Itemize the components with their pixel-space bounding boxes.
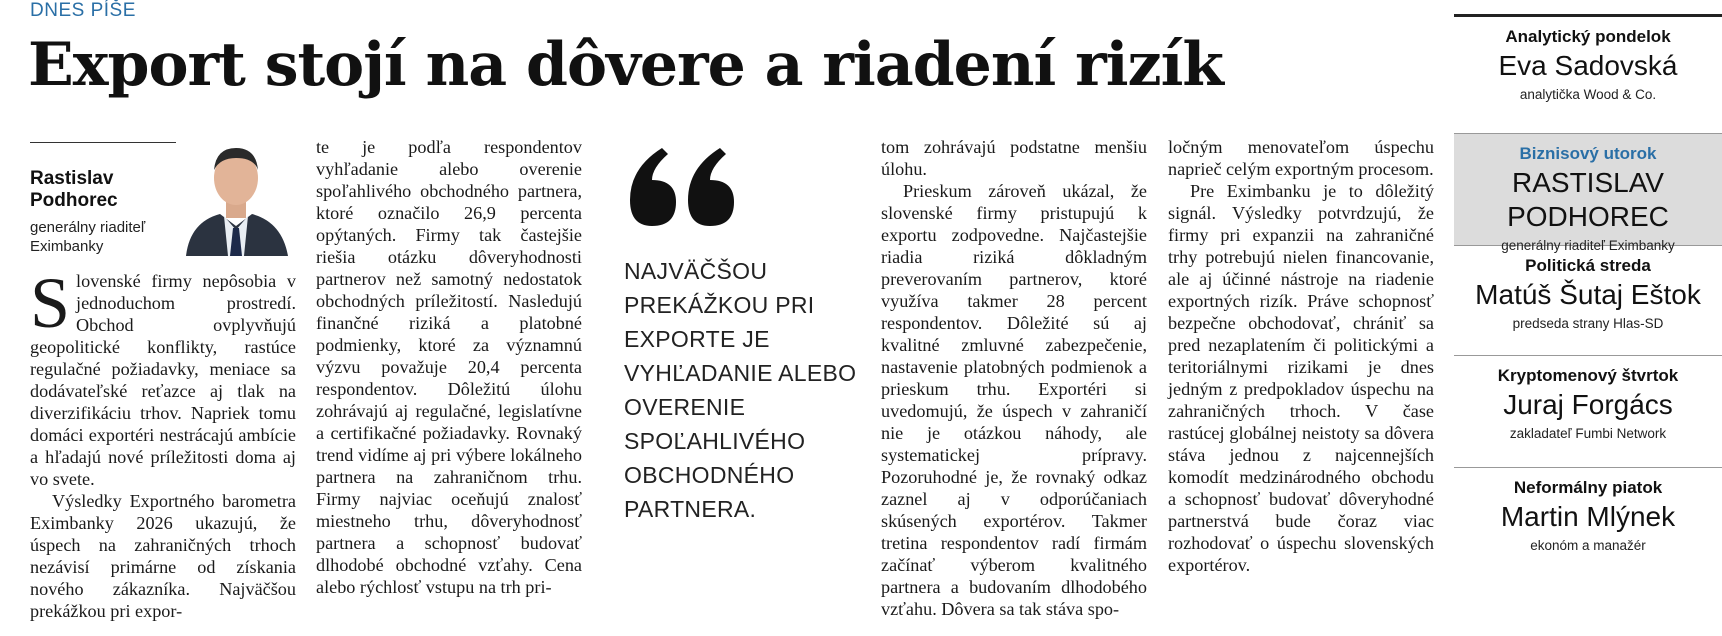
sidebar-columnist-role: zakladateľ Fumbi Network <box>1509 426 1667 441</box>
sidebar-item-thursday <box>1454 356 1722 468</box>
sidebar-columnist-name: Matúš Šutaj Eštok <box>1475 279 1701 310</box>
sidebar-columnist-name: Eva Sadovská <box>1498 50 1678 81</box>
author-photo <box>176 126 296 256</box>
column-1-paragraph-2: Výsledky Exportného barometra Eximbanky 2026 ukazujú, že úspech na zahraničných trhoch nezávisí primárne od získania nového zákazníka. Najväčšou prekážkou pri expor- <box>30 491 296 621</box>
sidebar-item-monday <box>1454 17 1722 134</box>
article-headline: Export stojí na dôvere a riadení rizík <box>28 30 1223 100</box>
pull-quote: NAJVÄČŠOU PREKÁŽKOU PRI EXPORTE JE VYHĽADANIE ALEBO OVERENIE SPOĽAHLIVÉHO OBCHODNÉHO PARTNERA. <box>624 258 857 522</box>
sidebar-day: Analytický pondelok <box>1505 27 1671 46</box>
sidebar-columnist-name: RASTISLAV PODHOREC <box>1507 167 1669 232</box>
quote-mark-icon <box>622 140 742 230</box>
column-4-paragraph-2: Pre Eximbanku je to dôležitý signál. Výsledky potvrdzujú, že firmy pri expanzii na zahraničné trhy potrebujú nielen financovanie, ale aj účinné nástroje na riadenie exportných rizík. Práve schopnosť bezpečne obchodovať, chrániť sa pred nezaplatením či politickými a teritoriálnymi rizikami je dnes jedným z predpokladov úspechu na zahraničných trhoch. V čase rastúcej globálnej neistoty sa dôvera stáva jednou z najcennejších komodít medzinárodného obchodu a schopnosť budovať dôveryhodné partnerstvá bude čoraz viac rozhodovať o úspechu slovenských exportérov. <box>1168 181 1434 575</box>
article-column-2 <box>316 136 582 598</box>
article-column-3 <box>881 136 1147 620</box>
author-name: Rastislav Podhorec <box>30 168 118 211</box>
author-byline <box>30 168 200 256</box>
author-role-line2: Eximbanky <box>30 238 104 255</box>
article-column-4 <box>1168 136 1434 576</box>
sidebar-item-friday <box>1454 468 1722 580</box>
column-3-paragraph-2: Prieskum zároveň ukázal, že slovenské firmy pristupujú k exportu zodpovedne. Najčastejšie riadia riziká dôkladným preverovaním partnerov, ktoré využíva takmer 28 percent respondentov. Dôležité sú aj kvalitné zmluvné zabezpečenie, nastavenie platobných podmienok a prieskum trhu. Exportéri si uvedomujú, že úspech v zahraničí nie je otázkou náhody, ale systematickej prípravy. Pozoruhodné je, že rovnaký odkaz zaznel aj v odporúčaniach skúsených exportérov. Takmer tretina respondentov radí firmám začínať výberom kvalitného partnera a budovaním dlhodobého vzťahu. Dôvera sa tak stáva spo- <box>881 181 1147 619</box>
column-4-paragraph-1: ločným menovateľom úspechu naprieč celým exportným procesom. <box>1168 137 1434 179</box>
drop-cap: S <box>30 263 71 343</box>
weekly-columnists-sidebar <box>1454 14 1722 624</box>
sidebar-day: Kryptomenový štvrtok <box>1497 366 1679 385</box>
sidebar-day: Neformálny piatok <box>1513 478 1663 497</box>
sidebar-day: Politická streda <box>1525 256 1651 275</box>
sidebar-columnist-name: Juraj Forgács <box>1503 389 1673 420</box>
sidebar-day: Biznisový utorok <box>1519 144 1657 163</box>
sidebar-columnist-role: predseda strany Hlas-SD <box>1512 316 1664 331</box>
column-1-paragraph-1: lovenské firmy nepôsobia v jednoduchom prostredí. Obchod ovplyvňujú geopolitické konflikty, rastúce regulačné požiadavky, meniace sa dodávateľské reťazce aj tlak na diverzifikáciu trhov. Napriek tomu domáci exportéri nestrácajú ambície a hľadajú nové príležitosti doma aj vo svete. <box>30 271 296 489</box>
sidebar-columnist-name: Martin Mlýnek <box>1500 501 1676 532</box>
sidebar-columnist-role: generálny riaditeľ Eximbanky <box>1501 238 1675 253</box>
column-3-paragraph-1: tom zohrávajú podstatne menšiu úlohu. <box>881 137 1147 179</box>
article-column-1 <box>30 263 296 622</box>
author-role <box>30 218 200 256</box>
sidebar-item-tuesday <box>1454 134 1722 253</box>
author-role-line1: generálny riaditeľ <box>30 219 146 236</box>
sidebar-columnist-role: analytička Wood & Co. <box>1519 87 1657 102</box>
section-kicker: DNES PÍŠE <box>30 0 136 21</box>
column-2-paragraph-1: te je podľa respondentov vyhľadanie alebo overenie spoľahlivého obchodného partnera, ktoré označilo 26,9 percenta opýtaných. Firmy tak častejšie riešia otázku dôveryhodnosti partnerov než samotný nedostatok obchodných príležitostí. Nasledujú finančné riziká a platobné podmienky, ktoré za významnú výzvu považuje 20,4 percenta respondentov. Dôležitú úlohu zohrávajú aj regulačné, legislatívne a certifikačné požiadavky. Rovnaký trend vidíme aj pri výbere lokálneho partnera na zahraničnom trhu. Firmy najviac oceňujú znalosť miestneho trhu, dôveryhodnosť partnera a schopnosť budovať dlhodobé obchodné vzťahy. Cena alebo rýchlosť vstupu na trh pri- <box>316 137 582 597</box>
sidebar-columnist-role: ekonóm a manažér <box>1530 538 1646 553</box>
sidebar-item-wednesday <box>1454 246 1722 356</box>
